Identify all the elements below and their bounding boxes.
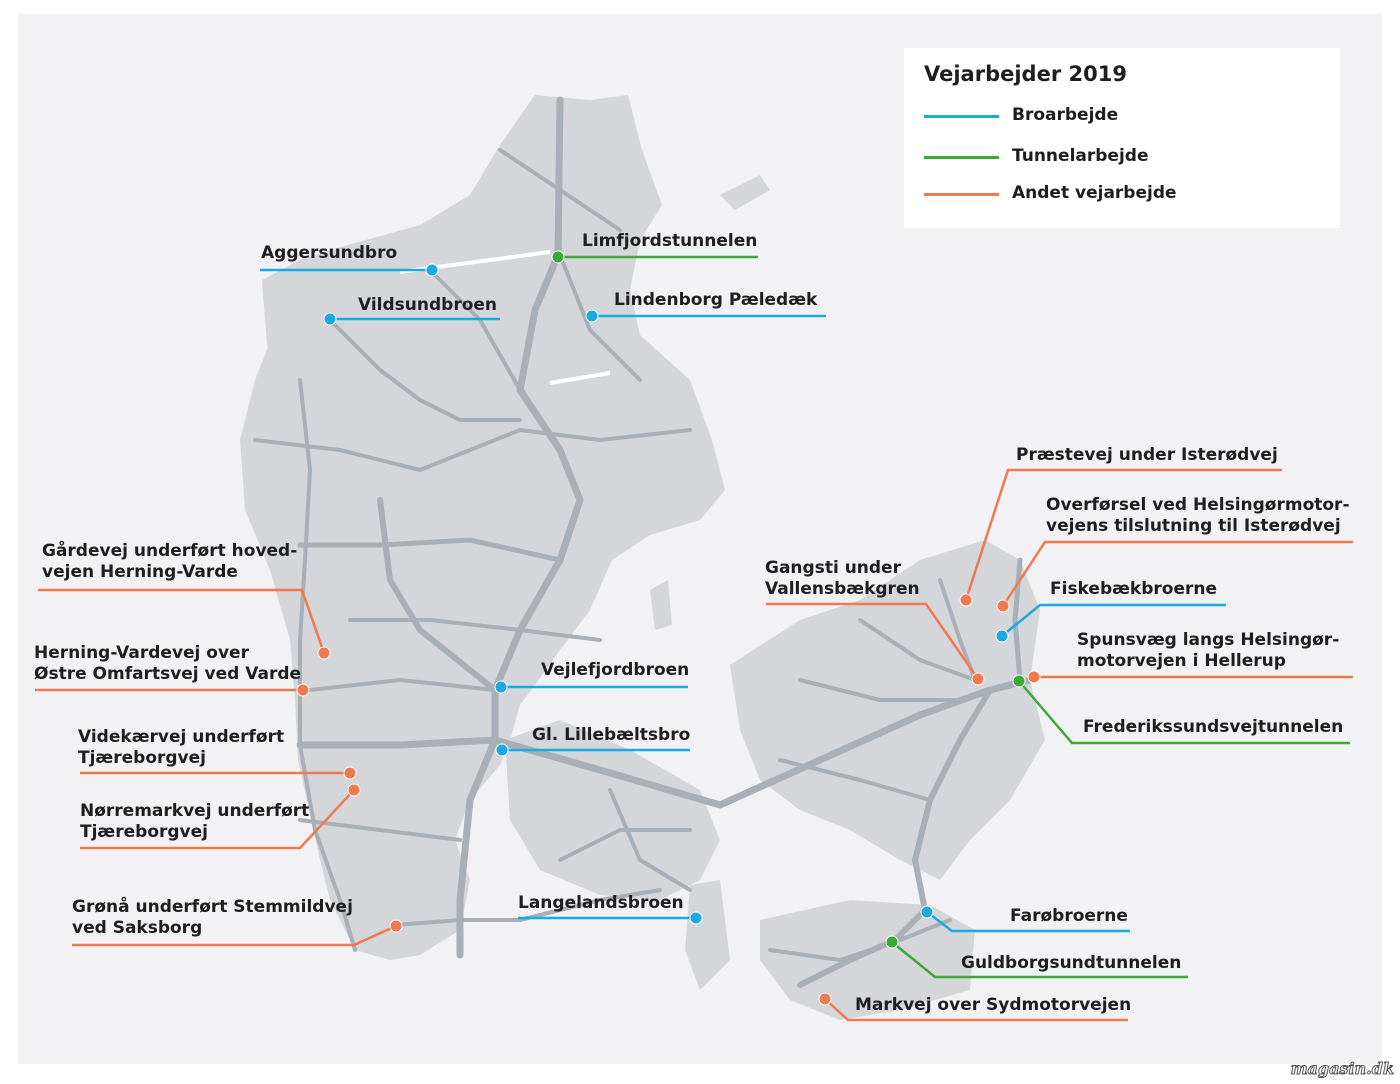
legend-label-bridge: Broarbejde bbox=[1012, 105, 1119, 125]
marker-norremark bbox=[348, 784, 360, 796]
bridge-line-swatch bbox=[924, 115, 999, 118]
label-herning-line2: Østre Omfartsvej ved Varde bbox=[34, 664, 302, 684]
label-overforsel bbox=[1046, 495, 1350, 537]
label-grona bbox=[72, 897, 353, 939]
marker-grona bbox=[390, 920, 402, 932]
legend-label-other: Andet vejarbejde bbox=[1012, 183, 1177, 203]
label-grona-line1: Grønå underført Stemmildvej bbox=[72, 897, 353, 917]
marker-gaardevej bbox=[318, 647, 330, 659]
label-norremark bbox=[80, 801, 309, 843]
label-limfjordstunnelen: Limfjordstunnelen bbox=[582, 231, 758, 251]
label-overforsel-line1: Overførsel ved Helsingørmotor- bbox=[1046, 495, 1350, 515]
label-farobroerne: Farøbroerne bbox=[1010, 906, 1128, 926]
legend-title: Vejarbejder 2019 bbox=[924, 62, 1127, 86]
marker-vildsundbroen bbox=[324, 313, 336, 325]
label-videkaer-line1: Videkærvej underført bbox=[78, 727, 285, 747]
label-vejlefjord: Vejlefjordbroen bbox=[541, 660, 690, 680]
marker-fiskebaek bbox=[996, 630, 1008, 642]
label-lillebaelt: Gl. Lillebæltsbro bbox=[532, 725, 691, 745]
marker-farobroerne bbox=[921, 906, 933, 918]
marker-lindenborg bbox=[586, 310, 598, 322]
marker-videkaer bbox=[344, 767, 356, 779]
label-markvej: Markvej over Sydmotorvejen bbox=[855, 995, 1132, 1015]
label-fiskebaek: Fiskebækbroerne bbox=[1050, 579, 1218, 599]
label-aggersundbro: Aggersundbro bbox=[261, 243, 398, 263]
watermark: magasin.dk bbox=[1290, 1059, 1394, 1078]
marker-aggersundbro bbox=[426, 264, 438, 276]
marker-limfjordstunnelen bbox=[552, 251, 564, 263]
tunnel-line-swatch bbox=[924, 156, 999, 159]
marker-vejlefjord bbox=[495, 681, 507, 693]
label-gangsti bbox=[765, 558, 920, 600]
label-gaardevej-line2: vejen Herning-Varde bbox=[42, 562, 238, 582]
label-vildsundbroen: Vildsundbroen bbox=[358, 295, 498, 315]
label-videkaer-line2: Tjæreborgvej bbox=[78, 748, 206, 768]
label-spunsvaeg-line2: motorvejen i Hellerup bbox=[1077, 651, 1286, 671]
marker-overforsel bbox=[997, 600, 1009, 612]
label-langeland: Langelandsbroen bbox=[518, 893, 684, 913]
other-line-swatch bbox=[924, 193, 999, 196]
label-overforsel-line2: vejens tilslutning til Isterødvej bbox=[1046, 516, 1341, 536]
samso-island bbox=[650, 580, 672, 630]
label-norremark-line2: Tjæreborgvej bbox=[80, 822, 208, 842]
legend-label-tunnel: Tunnelarbejde bbox=[1012, 146, 1149, 166]
marker-guldborgsund bbox=[886, 936, 898, 948]
marker-herning bbox=[297, 684, 309, 696]
northern-islet bbox=[720, 175, 770, 210]
langeland-island bbox=[685, 880, 730, 990]
marker-langeland bbox=[690, 912, 702, 924]
marker-praestevej bbox=[960, 594, 972, 606]
marker-spunsvaeg bbox=[1028, 671, 1040, 683]
label-lindenborg: Lindenborg Pæledæk bbox=[614, 290, 818, 310]
label-videkaer bbox=[78, 727, 284, 769]
label-guldborgsund: Guldborgsundtunnelen bbox=[961, 953, 1182, 973]
marker-lillebaelt bbox=[496, 744, 508, 756]
label-norremark-line1: Nørremarkvej underført bbox=[80, 801, 310, 821]
label-herning bbox=[34, 643, 301, 685]
label-spunsvaeg-line1: Spunsvæg langs Helsingør- bbox=[1077, 630, 1340, 650]
label-praestevej: Præstevej under Isterødvej bbox=[1016, 445, 1278, 465]
legend bbox=[904, 48, 1340, 228]
label-gangsti-line2: Vallensbækgren bbox=[765, 579, 920, 599]
label-gaardevej-line1: Gårdevej underført hoved- bbox=[42, 541, 298, 561]
label-spunsvaeg bbox=[1077, 630, 1339, 672]
label-frederikssund: Frederikssundsvejtunnelen bbox=[1083, 717, 1344, 737]
label-grona-line2: ved Saksborg bbox=[72, 918, 203, 938]
funen-landmass bbox=[505, 720, 720, 900]
marker-markvej bbox=[819, 993, 831, 1005]
label-gaardevej bbox=[42, 541, 297, 583]
label-gangsti-line1: Gangsti under bbox=[765, 558, 901, 578]
marker-frederikssund bbox=[1013, 675, 1025, 687]
marker-gangsti bbox=[972, 673, 984, 685]
label-herning-line1: Herning-Vardevej over bbox=[34, 643, 249, 663]
